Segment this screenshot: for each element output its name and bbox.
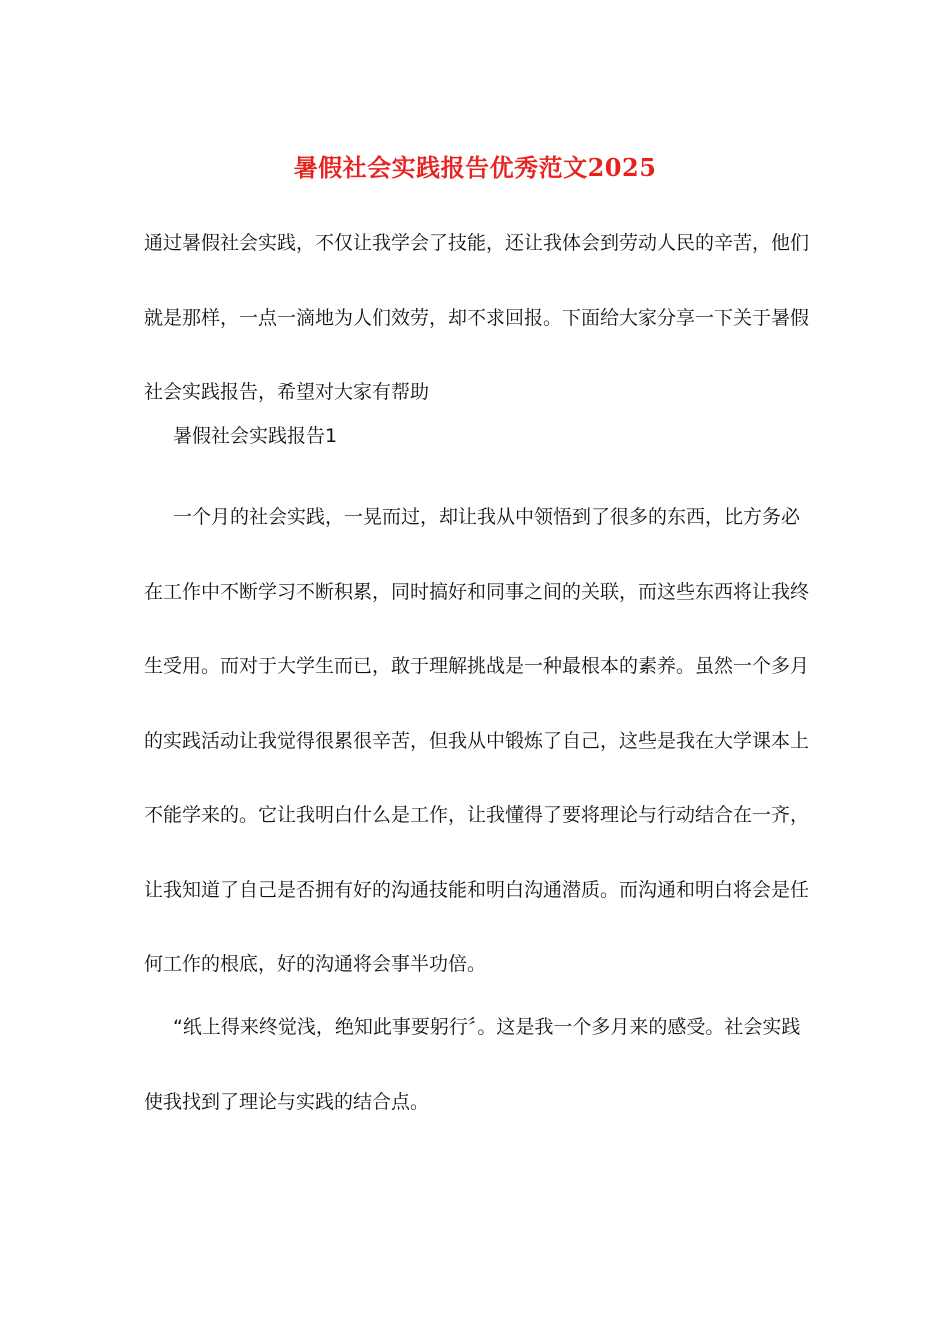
body-paragraph-2: “纸上得来终觉浅，绝知此事要躬行〞。这是我一个多月来的感受。社会实践使我找到了理论与实践的结合点。 (144, 1016, 801, 1113)
intro-paragraph: 通过暑假社会实践，不仅让我学会了技能，还让我体会到劳动人民的辛苦，他们就是那样，一点一滴地为人们效劳，却不求回报。下面给大家分享一下关于暑假社会实践报告，希望对大家有帮助 (144, 232, 810, 403)
section-heading: 暑假社会实践报告1 (173, 425, 338, 447)
document-title: 暑假社会实践报告优秀范文2025 (293, 153, 657, 182)
body-paragraph-1: 一个月的社会实践，一晃而过，却让我从中领悟到了很多的东西，比方务必在工作中不断学习不断积累，同时搞好和同事之间的关联，而这些东西将让我终生受用。而对于大学生而已，敢于理解挑战是一种最根本的素养。虽然一个多月的实践活动让我觉得很累很辛苦，但我从中锻炼了自己，这些是我在大学课本上不能学来的。它让我明白什么是工作，让我懂得了要将理论与行动结合在一齐，让我知道了自己是否拥有好的沟通技能和明白沟通潜质。而沟通和明白将会是任何工作的根底，好的沟通将会事半功倍。 (144, 506, 810, 975)
